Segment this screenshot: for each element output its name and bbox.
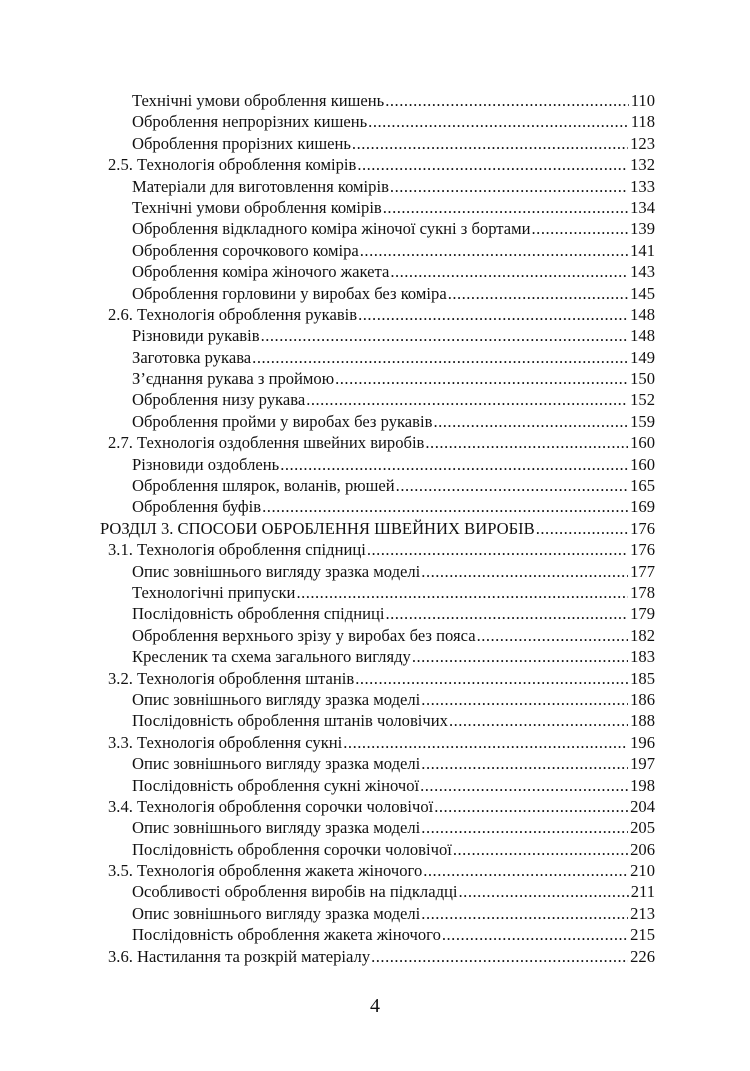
toc-entry-title: 2.7. Технологія оздоблення швейних виробів [108, 433, 425, 453]
dot-leader [390, 261, 628, 282]
toc-entry-title: 3.4. Технологія оброблення сорочки чоловічої [108, 796, 434, 816]
toc-entry-page: 206 [630, 839, 655, 859]
toc-entry-page: 176 [630, 518, 655, 538]
toc-entry-title: Оброблення непрорізних кишень [132, 112, 368, 132]
toc-entry-page: 165 [630, 476, 655, 496]
toc-entry-title: Оброблення верхнього зрізу у виробах без пояса [132, 625, 476, 645]
dot-leader [423, 860, 628, 881]
dot-leader [355, 668, 628, 689]
dot-leader [371, 946, 628, 967]
toc-entry-title: Технічні умови оброблення кишень [132, 91, 385, 110]
dot-leader [261, 325, 629, 346]
toc-entry [100, 133, 655, 154]
toc-entry-page: 160 [630, 454, 655, 474]
toc-entry-title: Оброблення низу рукава [132, 390, 306, 410]
toc-entry [100, 903, 655, 924]
toc-entry-title: Послідовність оброблення сорочки чоловічої [132, 839, 452, 859]
dot-leader [421, 753, 628, 774]
toc-entry-page: 148 [630, 326, 655, 346]
toc-entry-page: 204 [630, 796, 655, 816]
toc-entry-title: 3.2. Технологія оброблення штанів [108, 668, 355, 688]
dot-leader [421, 561, 628, 582]
toc-entry-title: Оброблення коміра жіночого жакета [132, 262, 390, 282]
toc-entry-title: Опис зовнішнього вигляду зразка моделі [132, 689, 421, 709]
dot-leader [280, 454, 628, 475]
toc-entry-page: 145 [630, 283, 655, 303]
toc-entry-title: Опис зовнішнього вигляду зразка моделі [132, 754, 421, 774]
toc-entry [100, 946, 655, 967]
toc-entry [100, 860, 655, 881]
toc-entry-title: Матеріали для виготовлення комірів [132, 176, 389, 196]
toc-entry [100, 839, 655, 860]
toc-entry-title: Оброблення пройми у виробах без рукавів [132, 411, 433, 431]
toc-entry [100, 539, 655, 560]
toc-entry [100, 90, 655, 111]
toc-entry [100, 411, 655, 432]
toc-entry-title: З’єднання рукава з проймою [132, 369, 335, 389]
dot-leader [425, 432, 628, 453]
dot-leader [352, 133, 628, 154]
toc-entry [100, 881, 655, 902]
dot-leader [396, 475, 628, 496]
toc-entry [100, 111, 655, 132]
toc-entry-title: 2.5. Технологія оброблення комірів [108, 155, 357, 175]
dot-leader [306, 389, 628, 410]
dot-leader [296, 582, 628, 603]
toc-entry-page: 176 [630, 540, 655, 560]
toc-entry-page: 211 [630, 882, 655, 902]
toc-entry-page: 196 [630, 732, 655, 752]
toc-entry-page: 178 [630, 582, 655, 602]
dot-leader [262, 496, 628, 517]
toc-entry [100, 603, 655, 624]
toc-entry-page: 139 [630, 219, 655, 239]
dot-leader [459, 881, 629, 902]
dot-leader [390, 176, 628, 197]
toc-entry-title: Оброблення сорочкового коміра [132, 240, 359, 260]
dot-leader [385, 90, 628, 111]
toc-entry-title: 3.1. Технологія оброблення спідниці [108, 540, 366, 560]
dot-leader [252, 347, 628, 368]
toc-entry-page: 152 [630, 390, 655, 410]
toc-entry [100, 176, 655, 197]
toc-entry-page: 186 [630, 689, 655, 709]
toc-entry-page: 133 [630, 176, 655, 196]
dot-leader [383, 197, 628, 218]
toc-entry-page: 118 [630, 112, 655, 132]
toc-entry [100, 496, 655, 517]
toc-entry-page: 215 [630, 925, 655, 945]
toc-entry-page: 226 [630, 946, 655, 966]
dot-leader [368, 111, 629, 132]
toc-entry-title: Оброблення шлярок, воланів, рюшей [132, 476, 395, 496]
toc-entry-title: Послідовність оброблення жакета жіночого [132, 925, 441, 945]
toc-entry-page: 210 [630, 861, 655, 881]
dot-leader [421, 689, 628, 710]
toc-entry [100, 347, 655, 368]
toc-entry-title: 3.3. Технологія оброблення сукні [108, 732, 343, 752]
toc-entry-page: 198 [630, 775, 655, 795]
toc-entry-page: 149 [630, 347, 655, 367]
dot-leader [421, 903, 628, 924]
toc-entry-title: Заготовка рукава [132, 347, 252, 367]
toc-entry-page: 143 [630, 262, 655, 282]
toc-entry-title: 2.6. Технологія оброблення рукавів [108, 304, 358, 324]
dot-leader [360, 240, 628, 261]
dot-leader [532, 218, 629, 239]
toc-entry-page: 182 [630, 625, 655, 645]
toc-entry-title: Опис зовнішнього вигляду зразка моделі [132, 818, 421, 838]
dot-leader [442, 924, 628, 945]
dot-leader [477, 625, 629, 646]
toc-entry-page: 132 [630, 155, 655, 175]
toc-entry-title: Оброблення відкладного коміра жіночої сукні з бортами [132, 219, 531, 239]
toc-entry-title: Технічні умови оброблення комірів [132, 197, 382, 217]
toc-entry [100, 432, 655, 453]
toc-entry-page: 197 [630, 754, 655, 774]
toc-entry-page: 205 [630, 818, 655, 838]
toc-entry-page: 169 [630, 497, 655, 517]
toc-entry [100, 817, 655, 838]
toc-entry-title: Особливості оброблення виробів на підкладці [132, 882, 458, 902]
dot-leader [385, 603, 628, 624]
page-number: 4 [370, 995, 380, 1017]
toc-entry-page: 123 [630, 133, 655, 153]
table-of-contents [100, 90, 655, 967]
toc-entry [100, 518, 655, 539]
dot-leader [421, 817, 628, 838]
toc-entry-page: 148 [630, 304, 655, 324]
dot-leader [343, 732, 628, 753]
toc-entry [100, 197, 655, 218]
dot-leader [420, 775, 628, 796]
toc-entry-title: 3.5. Технологія оброблення жакета жіночого [108, 861, 423, 881]
toc-entry [100, 454, 655, 475]
toc-entry-page: 160 [630, 433, 655, 453]
toc-entry-title: Опис зовнішнього вигляду зразка моделі [132, 903, 421, 923]
toc-entry [100, 689, 655, 710]
toc-entry [100, 582, 655, 603]
toc-entry-page: 141 [630, 240, 655, 260]
toc-entry-page: 159 [630, 411, 655, 431]
toc-entry [100, 389, 655, 410]
toc-entry-title: Послідовність оброблення спідниці [132, 604, 385, 624]
toc-entry [100, 732, 655, 753]
toc-entry-page: 179 [630, 604, 655, 624]
toc-entry-title: Технологічні припуски [132, 582, 296, 602]
toc-entry [100, 368, 655, 389]
dot-leader [335, 368, 628, 389]
dot-leader [412, 646, 628, 667]
toc-entry [100, 261, 655, 282]
toc-entry-page: 177 [630, 561, 655, 581]
toc-entry [100, 304, 655, 325]
toc-entry [100, 924, 655, 945]
toc-entry-page: 110 [630, 91, 655, 110]
toc-entry-title: Різновиди рукавів [132, 326, 260, 346]
toc-entry [100, 561, 655, 582]
toc-entry-page: 188 [630, 711, 655, 731]
toc-entry [100, 240, 655, 261]
toc-entry [100, 218, 655, 239]
toc-entry [100, 668, 655, 689]
toc-entry-page: 213 [630, 903, 655, 923]
toc-entry-title: Кресленик та схема загального вигляду [132, 647, 411, 667]
dot-leader [536, 518, 628, 539]
toc-entry-page: 183 [630, 647, 655, 667]
toc-entry-title: Оброблення буфів [132, 497, 262, 517]
toc-entry-title: Оброблення прорізних кишень [132, 133, 351, 153]
dot-leader [448, 283, 628, 304]
dot-leader [367, 539, 628, 560]
toc-entry-title: Оброблення горловини у виробах без коміра [132, 283, 447, 303]
toc-entry [100, 475, 655, 496]
toc-entry-title: Опис зовнішнього вигляду зразка моделі [132, 561, 421, 581]
toc-entry [100, 283, 655, 304]
toc-entry-page: 185 [630, 668, 655, 688]
toc-entry [100, 796, 655, 817]
toc-entry-title: Послідовність оброблення сукні жіночої [132, 775, 420, 795]
toc-entry [100, 775, 655, 796]
toc-entry [100, 646, 655, 667]
dot-leader [358, 304, 628, 325]
dot-leader [357, 154, 628, 175]
toc-entry [100, 753, 655, 774]
dot-leader [449, 710, 628, 731]
toc-entry-title: 3.6. Настилання та розкрій матеріалу [108, 946, 371, 966]
toc-entry-title: РОЗДІЛ 3. СПОСОБИ ОБРОБЛЕННЯ ШВЕЙНИХ ВИРОБІВ [100, 518, 535, 538]
toc-entry-page: 150 [630, 369, 655, 389]
toc-entry-page: 134 [630, 197, 655, 217]
toc-entry [100, 625, 655, 646]
toc-entry [100, 154, 655, 175]
dot-leader [434, 796, 628, 817]
toc-entry [100, 710, 655, 731]
toc-entry-title: Різновиди оздоблень [132, 454, 280, 474]
dot-leader [453, 839, 628, 860]
toc-entry-title: Послідовність оброблення штанів чоловічих [132, 711, 448, 731]
toc-entry [100, 325, 655, 346]
dot-leader [433, 411, 628, 432]
